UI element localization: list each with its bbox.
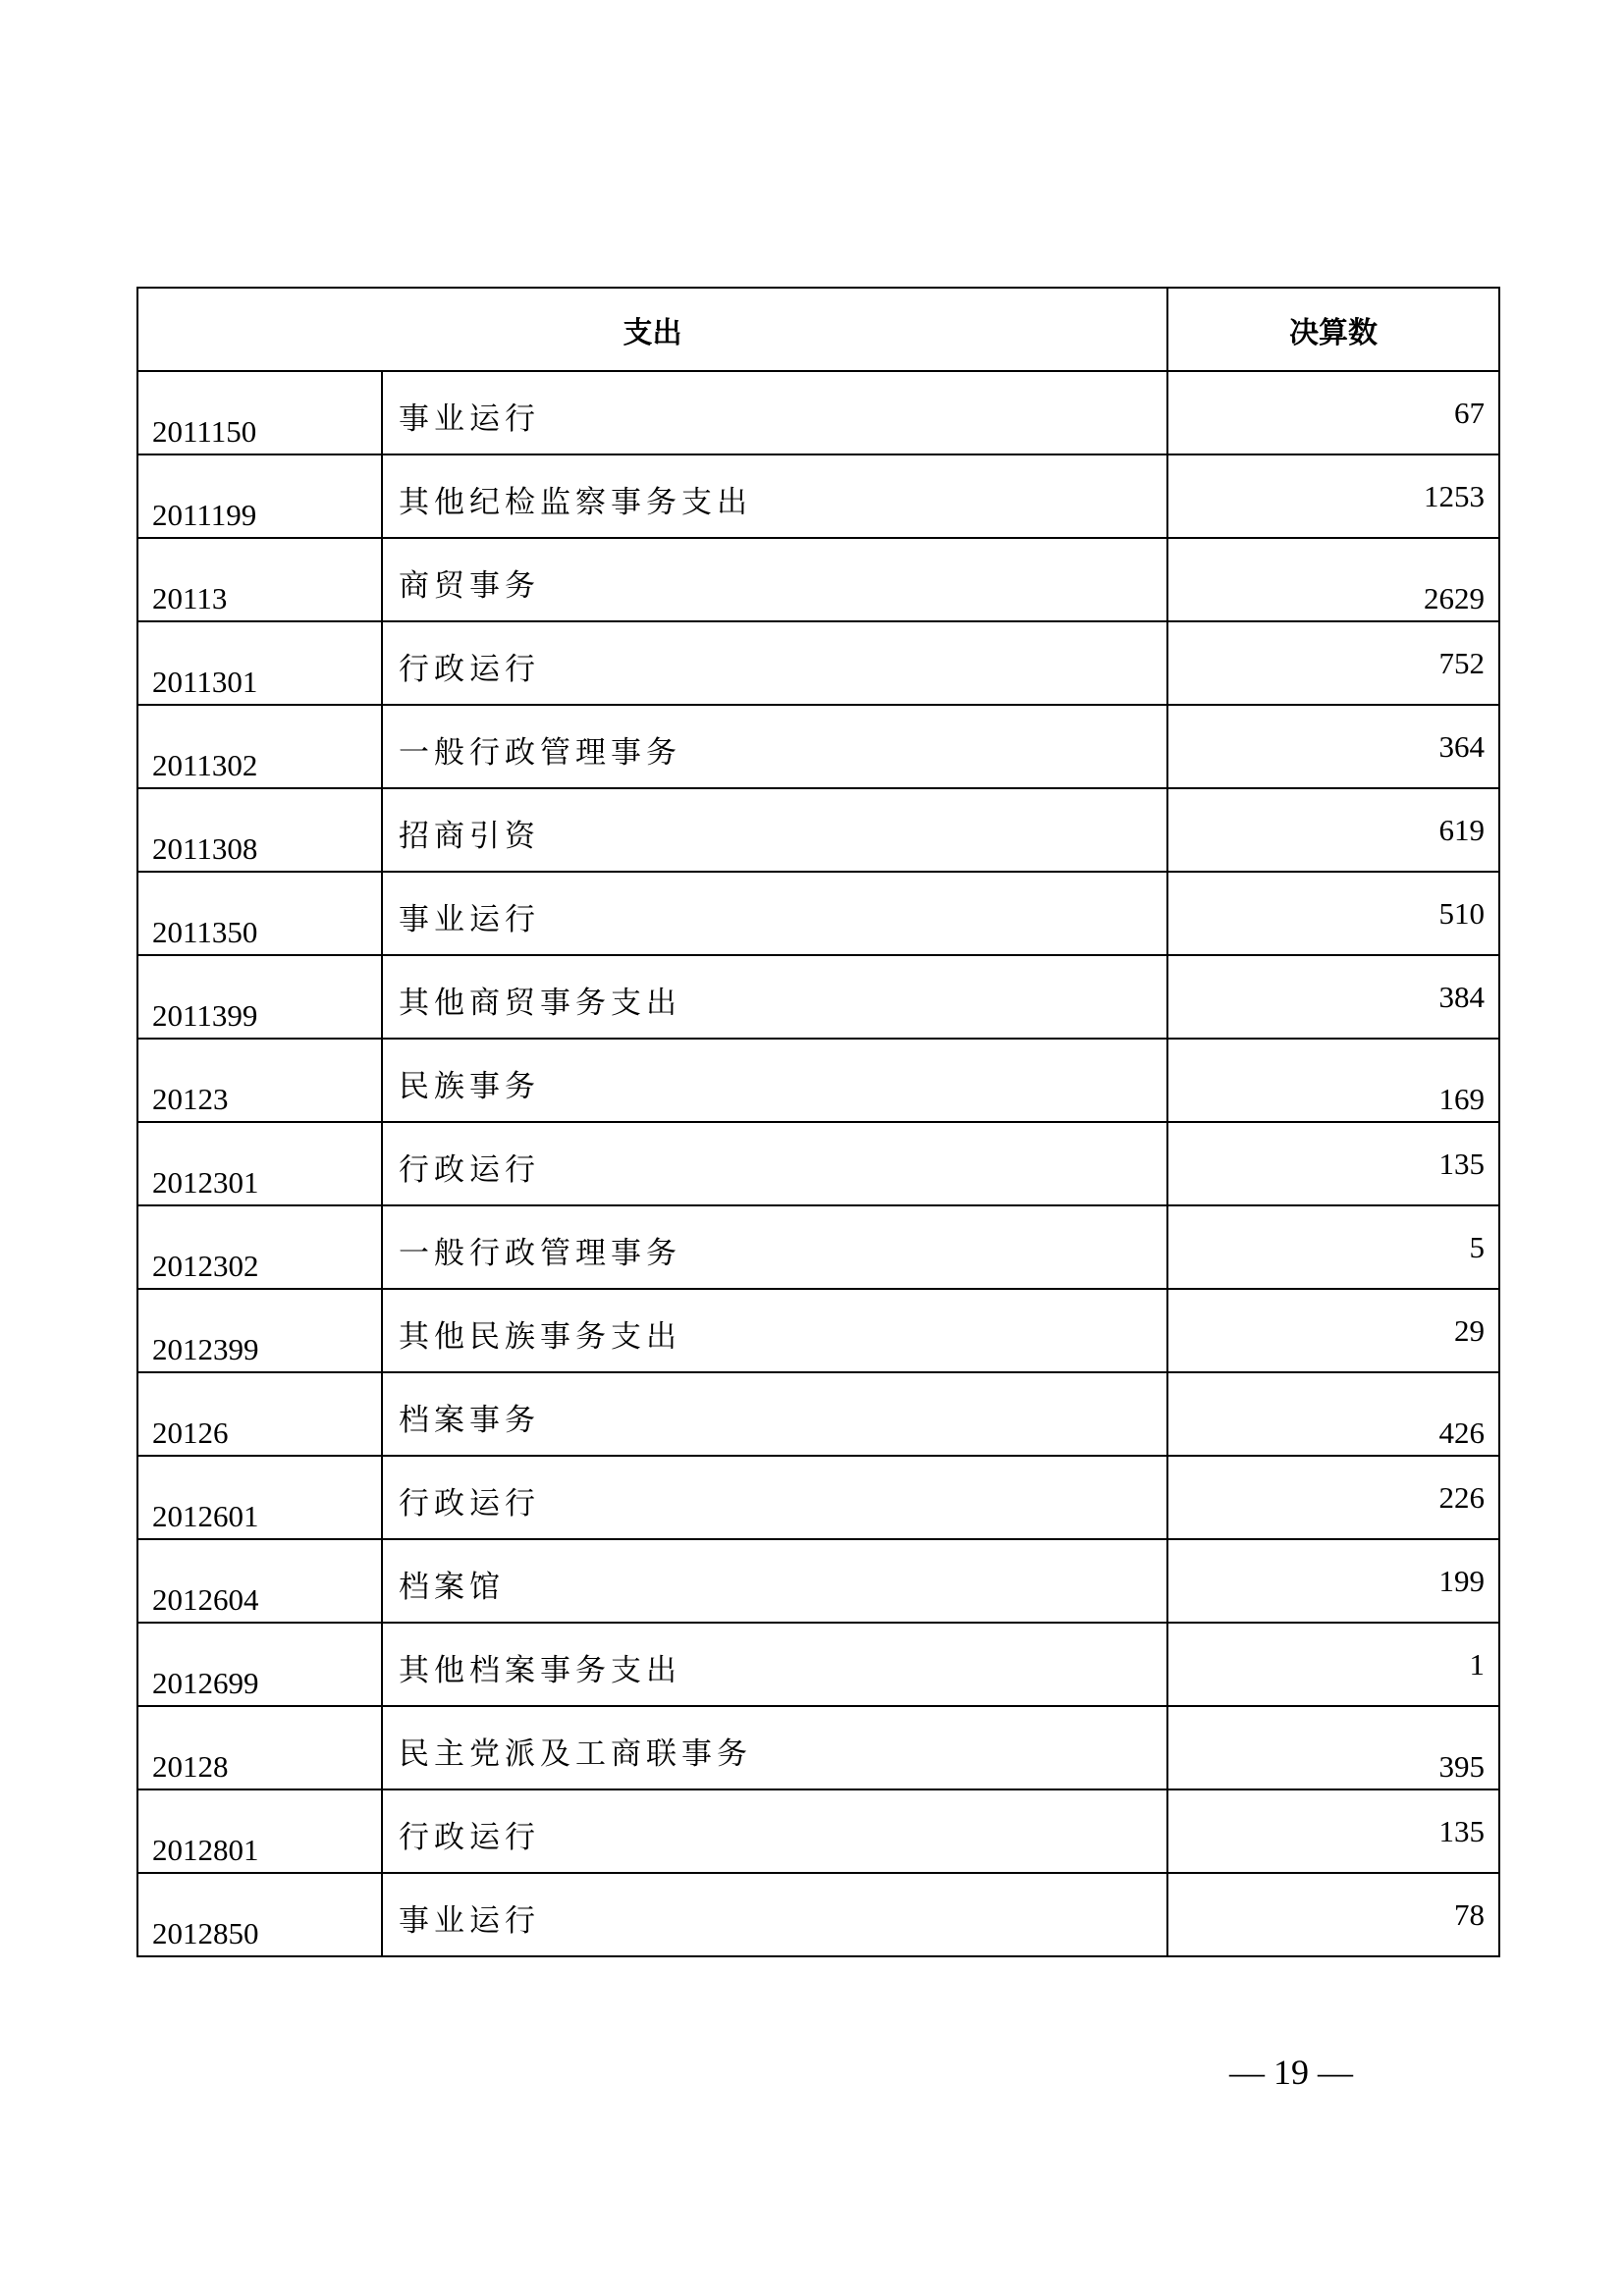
row-amount: 510 bbox=[1167, 872, 1499, 955]
row-amount: 199 bbox=[1167, 1539, 1499, 1623]
row-name: 行政运行 bbox=[382, 1789, 1167, 1873]
expenditure-table bbox=[136, 287, 1500, 1957]
row-name: 事业运行 bbox=[382, 371, 1167, 454]
row-name: 其他档案事务支出 bbox=[382, 1623, 1167, 1706]
row-amount: 395 bbox=[1167, 1706, 1499, 1789]
table-row bbox=[137, 538, 1499, 621]
row-code: 2011301 bbox=[137, 621, 382, 705]
row-code: 2011302 bbox=[137, 705, 382, 788]
row-amount: 364 bbox=[1167, 705, 1499, 788]
row-name: 其他纪检监察事务支出 bbox=[382, 454, 1167, 538]
row-amount: 169 bbox=[1167, 1039, 1499, 1122]
row-code: 2012850 bbox=[137, 1873, 382, 1956]
table-row bbox=[137, 1372, 1499, 1456]
row-code: 2012302 bbox=[137, 1205, 382, 1289]
row-name: 行政运行 bbox=[382, 1456, 1167, 1539]
table-row bbox=[137, 371, 1499, 454]
row-amount: 384 bbox=[1167, 955, 1499, 1039]
row-amount: 67 bbox=[1167, 371, 1499, 454]
row-name: 民主党派及工商联事务 bbox=[382, 1706, 1167, 1789]
row-name: 档案馆 bbox=[382, 1539, 1167, 1623]
table-row bbox=[137, 1623, 1499, 1706]
row-amount: 135 bbox=[1167, 1789, 1499, 1873]
table-row bbox=[137, 1873, 1499, 1956]
table-row bbox=[137, 1789, 1499, 1873]
table-row bbox=[137, 872, 1499, 955]
row-code: 20113 bbox=[137, 538, 382, 621]
row-name: 其他民族事务支出 bbox=[382, 1289, 1167, 1372]
header-amount: 决算数 bbox=[1167, 288, 1499, 371]
row-amount: 752 bbox=[1167, 621, 1499, 705]
row-amount: 2629 bbox=[1167, 538, 1499, 621]
row-name: 民族事务 bbox=[382, 1039, 1167, 1122]
table-row bbox=[137, 1539, 1499, 1623]
row-name: 事业运行 bbox=[382, 1873, 1167, 1956]
row-code: 2011199 bbox=[137, 454, 382, 538]
row-code: 2012301 bbox=[137, 1122, 382, 1205]
row-name: 一般行政管理事务 bbox=[382, 1205, 1167, 1289]
row-code: 20128 bbox=[137, 1706, 382, 1789]
row-code: 2012699 bbox=[137, 1623, 382, 1706]
row-name: 其他商贸事务支出 bbox=[382, 955, 1167, 1039]
table-header-row bbox=[137, 288, 1499, 371]
row-amount: 619 bbox=[1167, 788, 1499, 872]
table-row bbox=[137, 1289, 1499, 1372]
page-number: — 19 — bbox=[1229, 2053, 1353, 2092]
row-code: 2011308 bbox=[137, 788, 382, 872]
row-code: 2012801 bbox=[137, 1789, 382, 1873]
row-amount: 78 bbox=[1167, 1873, 1499, 1956]
table-row bbox=[137, 1039, 1499, 1122]
row-amount: 5 bbox=[1167, 1205, 1499, 1289]
header-category: 支出 bbox=[137, 288, 1167, 371]
row-name: 商贸事务 bbox=[382, 538, 1167, 621]
row-amount: 226 bbox=[1167, 1456, 1499, 1539]
row-name: 档案事务 bbox=[382, 1372, 1167, 1456]
table-row bbox=[137, 454, 1499, 538]
row-amount: 135 bbox=[1167, 1122, 1499, 1205]
row-code: 20123 bbox=[137, 1039, 382, 1122]
row-amount: 426 bbox=[1167, 1372, 1499, 1456]
row-code: 2012604 bbox=[137, 1539, 382, 1623]
table-row bbox=[137, 1205, 1499, 1289]
table-row bbox=[137, 1456, 1499, 1539]
table-row bbox=[137, 621, 1499, 705]
table-row bbox=[137, 788, 1499, 872]
row-amount: 1253 bbox=[1167, 454, 1499, 538]
row-code: 20126 bbox=[137, 1372, 382, 1456]
row-code: 2012399 bbox=[137, 1289, 382, 1372]
row-amount: 29 bbox=[1167, 1289, 1499, 1372]
table-row bbox=[137, 1122, 1499, 1205]
row-name: 招商引资 bbox=[382, 788, 1167, 872]
row-name: 行政运行 bbox=[382, 1122, 1167, 1205]
table-row bbox=[137, 705, 1499, 788]
row-name: 一般行政管理事务 bbox=[382, 705, 1167, 788]
row-code: 2011150 bbox=[137, 371, 382, 454]
table-row bbox=[137, 955, 1499, 1039]
row-code: 2012601 bbox=[137, 1456, 382, 1539]
table-row bbox=[137, 1706, 1499, 1789]
row-code: 2011399 bbox=[137, 955, 382, 1039]
row-name: 事业运行 bbox=[382, 872, 1167, 955]
row-code: 2011350 bbox=[137, 872, 382, 955]
table-body bbox=[137, 371, 1499, 1956]
row-name: 行政运行 bbox=[382, 621, 1167, 705]
row-amount: 1 bbox=[1167, 1623, 1499, 1706]
